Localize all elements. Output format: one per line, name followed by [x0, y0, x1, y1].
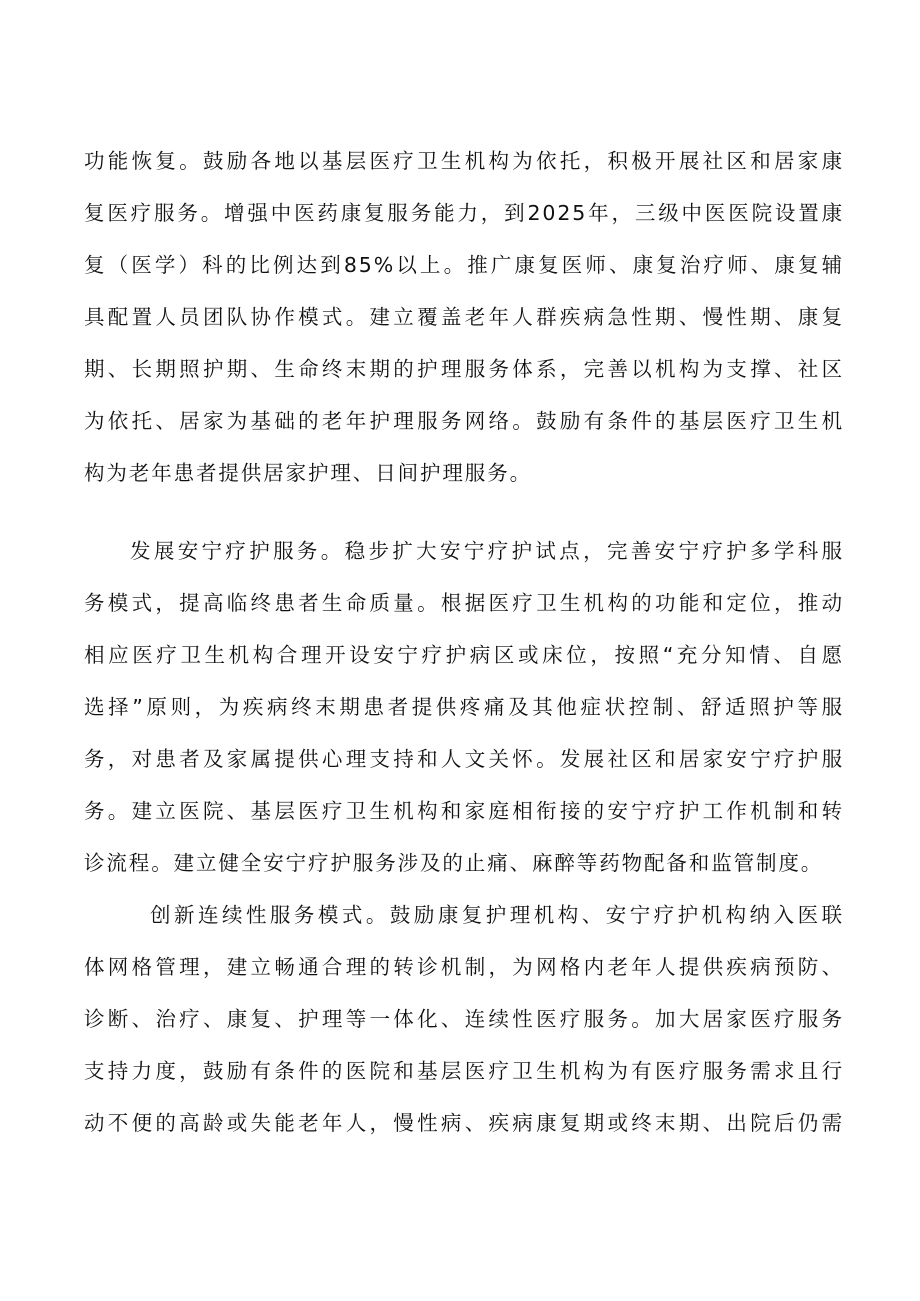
- paragraph-line: 期、长期照护期、生命终末期的护理服务体系，完善以机构为支撑、社区: [84, 357, 844, 381]
- paragraph-hospice-care: [84, 525, 844, 889]
- paragraph-line: 创新连续性服务模式。鼓励康复护理机构、安宁疗护机构纳入医联: [150, 903, 844, 927]
- paragraph-line: 具配置人员团队协作模式。建立覆盖老年人群疾病急性期、慢性期、康复: [84, 305, 844, 329]
- paragraph-line: 构为老年患者提供居家护理、日间护理服务。: [84, 461, 532, 485]
- paragraph-line: 动不便的高龄或失能老年人，慢性病、疾病康复期或终末期、出院后仍需: [84, 1111, 844, 1135]
- paragraph-line: 支持力度，鼓励有条件的医院和基层医疗卫生机构为有医疗服务需求且行: [84, 1059, 844, 1083]
- paragraph-line: 功能恢复。鼓励各地以基层医疗卫生机构为依托，积极开展社区和居家康: [84, 149, 844, 173]
- paragraph-line: 务。建立医院、基层医疗卫生机构和家庭相衔接的安宁疗护工作机制和转: [84, 799, 844, 823]
- paragraph-line: 体网格管理，建立畅通合理的转诊机制，为网格内老年人提供疾病预防、: [84, 955, 844, 979]
- paragraph-line: 复（医学）科的比例达到85%以上。推广康复医师、康复治疗师、康复辅: [84, 253, 844, 277]
- paragraph-line: 务模式，提高临终患者生命质量。根据医疗卫生机构的功能和定位，推动: [84, 591, 844, 615]
- paragraph-line: 选择”原则，为疾病终末期患者提供疼痛及其他症状控制、舒适照护等服: [84, 695, 844, 719]
- paragraph-line: 相应医疗卫生机构合理开设安宁疗护病区或床位，按照“充分知情、自愿: [84, 643, 844, 667]
- paragraph-continuous-service: [84, 889, 844, 1149]
- paragraph-line: 发展安宁疗护服务。稳步扩大安宁疗护试点，完善安宁疗护多学科服: [130, 539, 844, 563]
- paragraph-line: 诊流程。建立健全安宁疗护服务涉及的止痛、麻醉等药物配备和监管制度。: [84, 851, 824, 875]
- paragraph-line: 复医疗服务。增强中医药康复服务能力，到2025年，三级中医医院设置康: [84, 201, 844, 225]
- paragraph-line: 为依托、居家为基础的老年护理服务网络。鼓励有条件的基层医疗卫生机: [84, 409, 844, 433]
- paragraph-line: 务，对患者及家属提供心理支持和人文关怀。发展社区和居家安宁疗护服: [84, 747, 844, 771]
- paragraph-line: 诊断、治疗、康复、护理等一体化、连续性医疗服务。加大居家医疗服务: [84, 1007, 844, 1031]
- paragraph-rehabilitation-nursing: [84, 135, 844, 499]
